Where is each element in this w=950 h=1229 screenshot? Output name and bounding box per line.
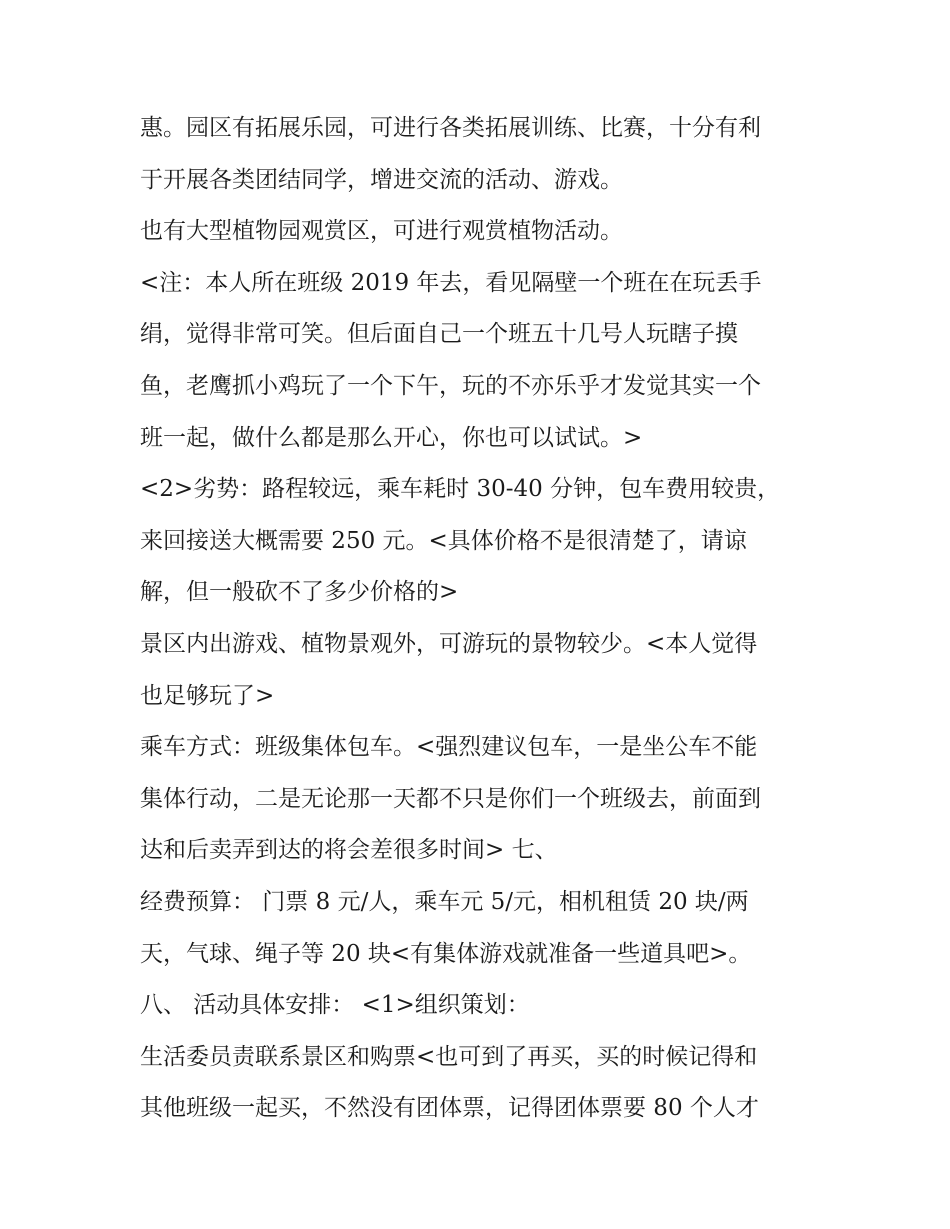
text-line-11: 景区内出游戏、植物景观外，可游玩的景物较少。<本人觉得 — [140, 630, 758, 657]
text-line-9: 来回接送大概需要 250 元。<具体价格不是很清楚了，请谅 — [140, 527, 747, 554]
text-line-20: 其他班级一起买，不然没有团体票，记得团体票要 80 个人才 — [140, 1095, 759, 1122]
text-line-2: 于开展各类团结同学，增进交流的活动、游戏。 — [140, 166, 623, 193]
text-line-18: 八、 活动具体安排： <1>组织策划： — [140, 992, 530, 1019]
text-line-10: 解，但一般砍不了多少价格的> — [140, 579, 459, 606]
text-line-14: 集体行动，二是无论那一天都不只是你们一个班级去，前面到 — [140, 785, 761, 812]
text-line-6: 鱼，老鹰抓小鸡玩了一个下午，玩的不亦乐乎才发觉其实一个 — [140, 372, 761, 399]
text-line-13: 乘车方式：班级集体包车。<强烈建议包车，一是坐公车不能 — [140, 734, 758, 761]
text-line-3: 也有大型植物园观赏区，可进行观赏植物活动。 — [140, 218, 623, 245]
text-line-12: 也足够玩了> — [140, 682, 275, 709]
text-line-17: 天，气球、绳子等 20 块<有集体游戏就准备一些道具吧>。 — [140, 940, 752, 967]
text-line-8: <2>劣势：路程较远，乘车耗时 30-40 分钟，包车费用较贵， — [140, 476, 781, 503]
document-body — [140, 103, 840, 1135]
text-line-5: 绢，觉得非常可笑。但后面自己一个班五十几号人玩瞎子摸 — [140, 321, 738, 348]
text-line-16: 经费预算： 门票 8 元/人，乘车元 5/元，相机租赁 20 块/两 — [140, 888, 749, 915]
text-line-19: 生活委员责联系景区和购票<也可到了再买，买的时候记得和 — [140, 1043, 758, 1070]
text-line-15: 达和后卖弄到达的将会差很多时间> 七、 — [140, 837, 558, 864]
text-line-1: 惠。园区有拓展乐园，可进行各类拓展训练、比赛，十分有利 — [140, 115, 761, 141]
text-line-4: <注：本人所在班级 2019 年去，看见隔壁一个班在在玩丢手 — [140, 269, 762, 296]
text-line-7: 班一起，做什么都是那么开心，你也可以试试。> — [140, 424, 643, 451]
